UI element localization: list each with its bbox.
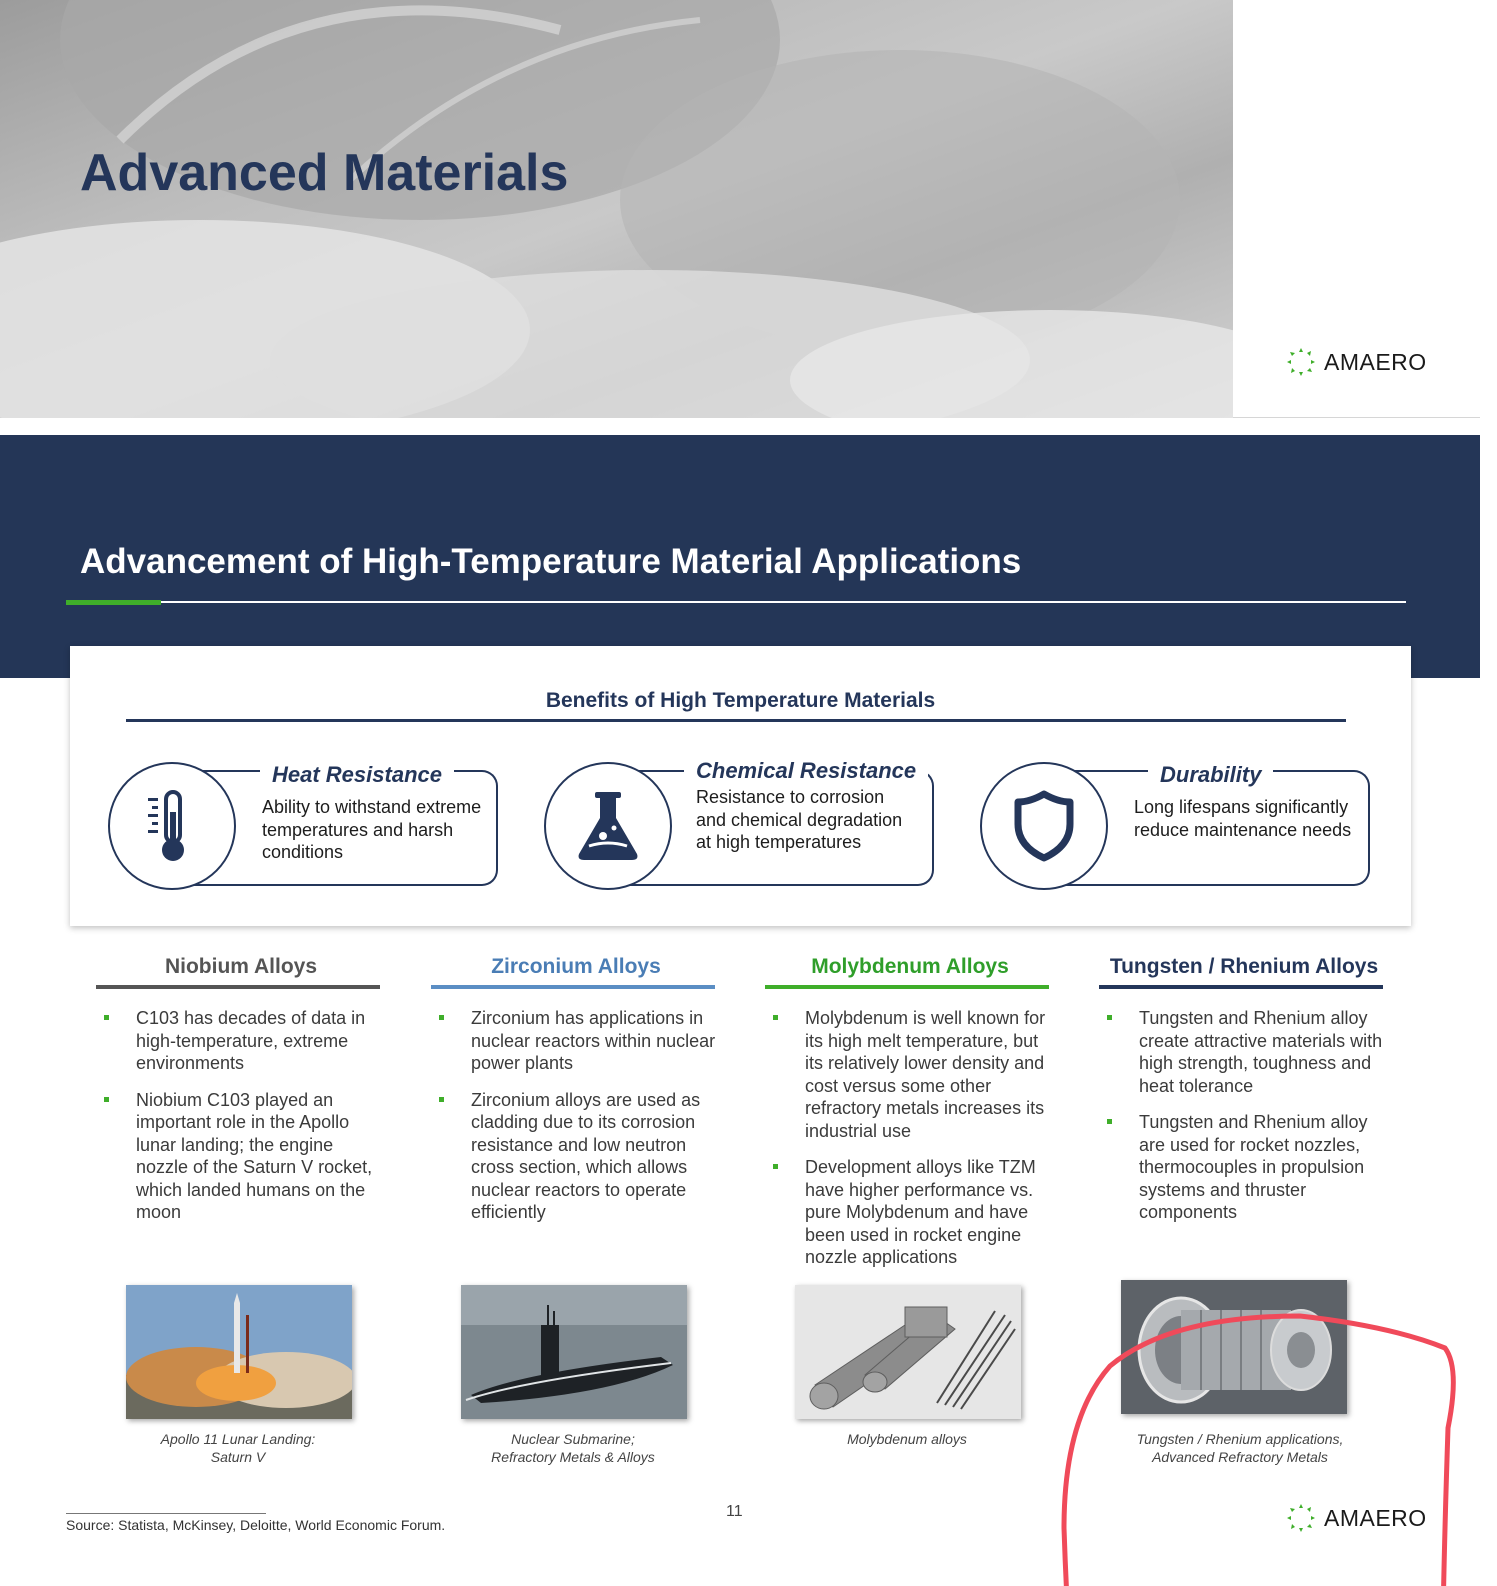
column-divider: [765, 985, 1049, 989]
column-heading: Tungsten / Rhenium Alloys: [1109, 955, 1379, 978]
slide-title: Advancement of High-Temperature Material Applications: [80, 542, 1022, 581]
photo-nuclear-submarine: [461, 1285, 687, 1419]
background-photo: [0, 0, 1233, 418]
benefit-description: Ability to withstand extreme temperatures and harsh conditions: [262, 797, 482, 862]
shield-icon: [980, 762, 1108, 890]
thermometer-icon: [108, 762, 236, 890]
benefits-panel: [70, 646, 1411, 926]
photo-caption: Apollo 11 Lunar Landing: Saturn V: [160, 1431, 316, 1465]
column-heading: Molybdenum Alloys: [811, 955, 1009, 978]
amaero-logo: [1286, 347, 1427, 377]
photo-saturn-v-launch: [126, 1285, 352, 1419]
bullet-list: [765, 1007, 1055, 1269]
benefit-durability: [980, 762, 1375, 892]
benefit-title: Heat Resistance: [260, 762, 454, 788]
bullet-list: [431, 1007, 721, 1224]
benefits-divider: [126, 719, 1346, 722]
logo-wordmark: AMAERO: [1324, 348, 1427, 375]
photo-caption: Tungsten / Rhenium applications, Advanced Refractory Metals: [1136, 1431, 1344, 1465]
column-heading: Zirconium Alloys: [491, 955, 661, 978]
slide-header: [0, 435, 1480, 678]
list-item: Development alloys like TZM have higher performance vs. pure Molybdenum and have been used in rocket engine nozzle applications: [765, 1156, 1055, 1269]
slide-high-temperature-applications: [0, 435, 1480, 1586]
page-number: 11: [726, 1503, 743, 1520]
logo-wordmark: AMAERO: [1324, 1504, 1427, 1531]
list-item: Tungsten and Rhenium alloy are used for rocket nozzles, thermocouples in propulsion systems and thruster components: [1099, 1111, 1389, 1224]
column-zirconium: [431, 955, 721, 1238]
photo-caption: Molybdenum alloys: [847, 1431, 967, 1447]
benefit-description: Long lifespans significantly reduce maintenance needs: [1134, 797, 1352, 840]
bullet-list: [96, 1007, 386, 1224]
list-item: Zirconium has applications in nuclear reactors within nuclear power plants: [431, 1007, 721, 1075]
benefit-title: Chemical Resistance: [684, 758, 928, 784]
slide-advanced-materials: [0, 0, 1480, 418]
footer-divider: [66, 1513, 266, 1514]
list-item: Zirconium alloys are used as cladding due to its corrosion resistance and low neutron cross section, which allows nuclear reactors to operate efficiently: [431, 1089, 721, 1224]
bullet-list: [1099, 1007, 1389, 1224]
column-divider: [96, 985, 380, 989]
list-item: Tungsten and Rhenium alloy create attractive materials with high strength, toughness and heat tolerance: [1099, 1007, 1389, 1097]
flask-icon: [544, 762, 672, 890]
benefit-chemical-resistance: [544, 758, 939, 892]
background-texture: [0, 0, 1233, 418]
red-circle-annotation: [1050, 1308, 1480, 1586]
benefits-heading: Benefits of High Temperature Materials: [545, 689, 936, 712]
list-item: Molybdenum is well known for its high melt temperature, but its relatively lower density and cost versus some other refractory metals increases its industrial use: [765, 1007, 1055, 1142]
benefit-title: Durability: [1148, 762, 1273, 788]
photo-molybdenum-alloys: [795, 1285, 1021, 1419]
column-tungsten-rhenium: [1099, 955, 1389, 1238]
list-item: Niobium C103 played an important role in the Apollo lunar landing; the engine nozzle of the Saturn V rocket, which landed humans on the moon: [96, 1089, 386, 1224]
photo-caption: Nuclear Submarine; Refractory Metals & Alloys: [491, 1431, 655, 1465]
benefit-description: Resistance to corrosion and chemical degradation at high temperatures: [696, 787, 903, 852]
title-divider-accent: [66, 600, 161, 605]
source-note: Source: Statista, McKinsey, Deloitte, World Economic Forum.: [66, 1517, 446, 1533]
benefit-heat-resistance: [108, 762, 503, 892]
amaero-logo-icon: [1286, 347, 1316, 377]
column-molybdenum: [765, 955, 1055, 1283]
column-divider: [431, 985, 715, 989]
list-item: C103 has decades of data in high-temperature, extreme environments: [96, 1007, 386, 1075]
title-divider: [66, 601, 1406, 603]
column-heading: Niobium Alloys: [164, 955, 318, 978]
column-divider: [1099, 985, 1383, 989]
column-niobium: [96, 955, 386, 1238]
slide-title: Advanced Materials: [80, 144, 569, 202]
